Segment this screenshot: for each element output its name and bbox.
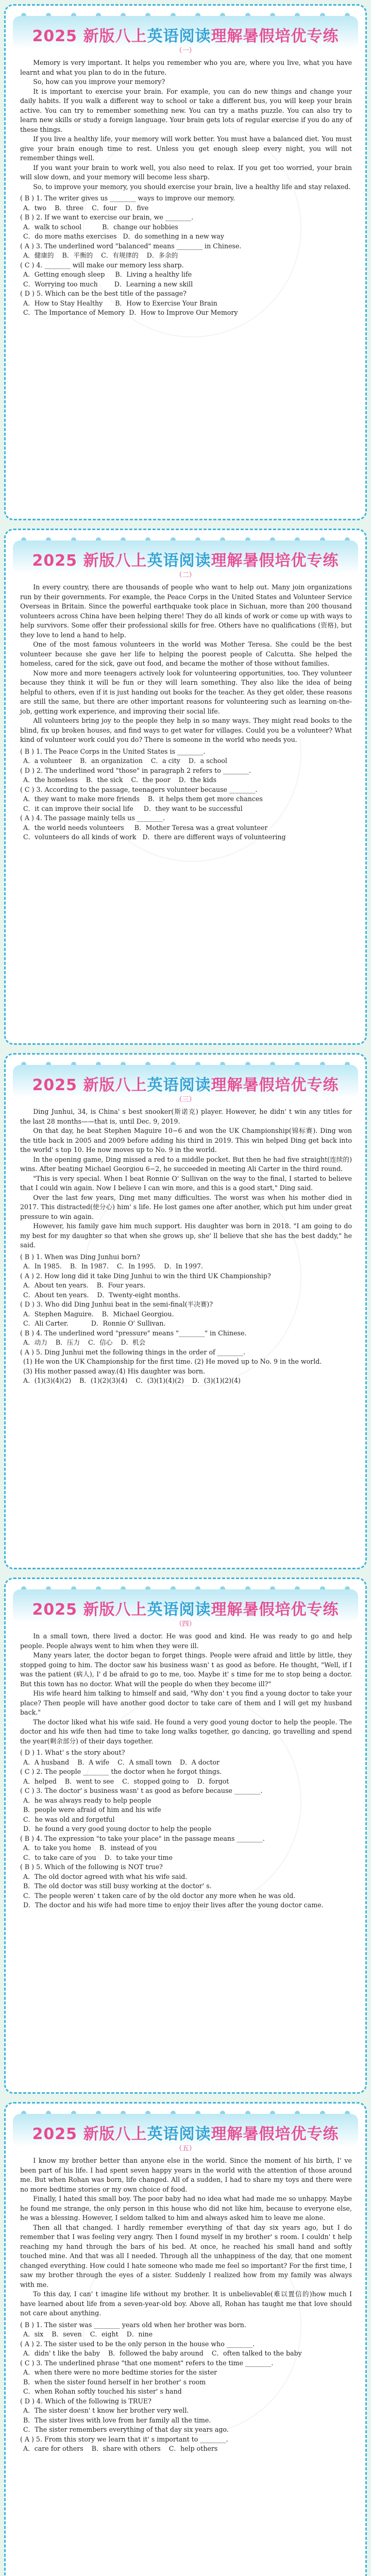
question-options: A．A husband B．A wife C．A small town D．A doctor — [23, 1758, 220, 1766]
question-options: C．to take care of you D．to take your time — [23, 1853, 173, 1861]
page-title — [6, 1072, 365, 1095]
page-frame — [4, 1053, 367, 1569]
question-options: D．he found a very good young doctor to help the people — [23, 1825, 212, 1833]
page-frame — [4, 4, 367, 520]
passage-body — [20, 2156, 352, 2576]
passage-paragraph: In a small town, there lived a doctor. He was good and kind. He was ready to go and help people. People always went to him when they were ill. — [20, 1632, 352, 1650]
question-options: C．volunteers do all kinds of work D．there are different ways of volunteering — [23, 833, 286, 841]
question-stem: ( A ) 5. From this story we learn that it' s important to ________. — [20, 2435, 228, 2443]
question-options: A．Stephen Maguire. B．Michael Georgiou. — [23, 1310, 174, 1318]
question-options: A．(1)(3)(4)(2) B．(1)(2)(3)(4) C．(3)(1)(4)(2) D．(3)(1)(2)(4) — [23, 1377, 241, 1384]
passage-paragraph: Ding Junhui, 34, is China' s best snooker(斯诺克) player. However, he didn' t win any titles for the last 28 months——that is, until Dec. 9, 2019. — [20, 1108, 352, 1125]
question-stem: ( D ) 1. What' s the story about? — [20, 1749, 125, 1756]
question-options: A．to take you home B．instead of you — [23, 1844, 157, 1852]
exercise-block — [20, 194, 352, 318]
question-options: C．The people weren' t taken care of by the old doctor any more when he was old. — [23, 1891, 296, 1900]
title-part-a: 2025 新版八上 — [32, 552, 147, 570]
question-stem: ( C ) 3. The doctor' s business wasn' t as good as before because ________. — [20, 1787, 263, 1794]
question-options: A．walk to school B．change our hobbies — [23, 223, 178, 231]
passage-paragraph: Then all that changed. I hardly remember everything of that day six years ago, but I do remember that I was feeling very angry. Then I found myself in my brother' s room. I couldn' t help reaching my hand through the bars of his bed. At once, he reached his small hand and softly touched mine. And that was all I needed. Through all the unhappiness of the day, that one moment changed everything. How could I hate someone who made me feel so important? For the first time, I saw my brother through the eyes of a sister. Suddenly I realized how from my family was always with me. — [20, 2223, 352, 2289]
question-options: A．动力 B．压力 C．信心 D．机会 — [23, 1338, 146, 1346]
exercise-block — [20, 1748, 352, 1910]
question-stem: ( C ) 4. ________ will make our memory less sharp. — [20, 261, 184, 269]
passage-paragraph: All volunteers bring joy to the people they help in so many ways. They might read books to the blind, fix up broken houses, and find ways to get water for villages. Could you be a volunteer? What kind of volunteer work could you do? There is someone in the world who needs you. — [20, 717, 352, 743]
question-options: B．The sister lives with love from her family all the time. — [23, 2416, 211, 2424]
question-options: A．the homeless B．the sick C．the poor D．the kids — [23, 776, 217, 784]
question-stem: ( C ) 3. The underlined phrase "that one moment" refers to the time ________. — [20, 2359, 274, 2367]
question-options: B．The old doctor was still busy working at the doctor' s. — [23, 1882, 212, 1890]
question-options: C．Worrying too much D．Learning a new skill — [23, 280, 193, 288]
title-part-c: 理解暑假培优专练 — [211, 1076, 339, 1094]
worksheet-page — [0, 2098, 371, 2576]
worksheet-page — [0, 1573, 371, 2098]
section-number: （三） — [175, 1096, 196, 1104]
question-options: A．In 1985. B．In 1987. C．In 1995. D．In 1997. — [23, 1262, 204, 1270]
title-part-a: 2025 新版八上 — [32, 1076, 147, 1094]
question-options: B．people were afraid of him and his wife — [23, 1806, 161, 1814]
passage-paragraph: It is important to exercise your brain. For example, you can do new things and change your daily habits. If you walk a different way to school or take a different bus, you will keep your brain active. You can try to remember something new. You can try a maths puzzle. You can also try to learn new skills or study a foreign language. Your brain gets lots of regular exercise if you do any of these things. — [20, 87, 352, 133]
question-options: B．when the sister found herself in her brother' s room — [23, 2378, 206, 2386]
question-options: A．The old doctor agreed with what his wife said. — [23, 1872, 188, 1880]
passage-body — [20, 583, 352, 1031]
question-stem: ( A ) 5. Ding Junhui met the following things in the order of ________. — [20, 1348, 246, 1356]
passage-body — [20, 1107, 352, 1555]
question-stem: ( B ) 1. The sister was ________ years old when her brother was born. — [20, 2320, 246, 2329]
question-stem: ( B ) 2. If we want to exercise our brain, we ________. — [20, 213, 194, 221]
question-options: C．do more maths exercises D．do something in a new way — [23, 232, 225, 240]
section-number: （一） — [175, 47, 196, 55]
passage-paragraph: Finally, I hated this small boy. The poor baby had no idea what had made me so unhappy. Maybe he found me strange, the only person in this house who did not like him, because to everyone else, he was a blessing. However, I seldom talked to him and always asked him to leave me alone. — [20, 2195, 352, 2222]
passage-paragraph: In the opening game, Ding missed a red to a middle pocket. But then he had five straight(连续的) wins. After beating Michael Georgiou 6−2, he succeeded in meeting Ali Carter in the third round. — [20, 1155, 352, 1173]
title-part-a: 2025 新版八上 — [32, 1601, 147, 1619]
question-options: C．when Rohan softly touched his sister' s hand — [23, 2387, 182, 2395]
passage-paragraph: Memory is very important. It helps you remember who you are, where you live, what you have learnt and what you plan to do in the future. — [20, 59, 352, 76]
passage-paragraph: On that day, he beat Stephen Maguire 10−6 and won the UK Championship(锦标赛). Ding won the title back in 2005 and 2009 before adding his third in 2019. This win helped Ding get back into the world' s top 10. He now moves up to No. 9 in the world. — [20, 1127, 352, 1154]
question-stem: ( B ) 1. The writer gives us ________ ways to improve our memory. — [20, 194, 235, 202]
page-title — [6, 2121, 365, 2144]
question-options: A．helped B．went to see C．stopped going to D．forgot — [23, 1777, 229, 1785]
title-part-b: 英语阅读 — [147, 1601, 211, 1619]
passage-paragraph: I know my brother better than anyone else in the world. Since the moment of his birth, I' ve been part of his life. I had spent seven happy years in the world with the attention of those around me. But when Rohan was born, life changed. All of a sudden, I had to share my toys and there were no more bedtime stories or my own choice of food. — [20, 2157, 352, 2193]
question-options: A．when there were no more bedtime stories for the sister — [23, 2368, 217, 2376]
title-part-b: 英语阅读 — [147, 27, 211, 45]
page-title — [6, 548, 365, 570]
title-part-c: 理解暑假培优专练 — [211, 552, 339, 570]
title-part-c: 理解暑假培优专练 — [211, 2125, 339, 2143]
passage-paragraph: Now more and more teenagers actively look for volunteering opportunities, too. They volunteer because they think it will be fun or they will learn something. They also like the idea of being helpful to others, even if it is just handing out books for the teacher. As they get older, these reasons are still the same, but there are other important reasons for volunteering such as learning on-the-job, getting work experience, and improving their social life. — [20, 669, 352, 715]
question-options: (1) He won the UK Championship for the first time. (2) He moved up to No. 9 in the world. — [23, 1358, 322, 1365]
exercise-block — [20, 2320, 352, 2454]
passage-paragraph: If you want your brain to work well, you also need to relax. If you get too worried, your brain will slow down, and your memory will become less sharp. — [20, 163, 352, 181]
title-part-b: 英语阅读 — [147, 2125, 211, 2143]
page-frame — [4, 1578, 367, 2094]
exercise-block — [20, 747, 352, 842]
exercise-block — [20, 1252, 352, 1386]
passage-paragraph: So, to improve your memory, you should exercise your brain, live a healthy life and stay relaxed. — [33, 182, 351, 191]
question-stem: ( C ) 2. The people ________ the doctor when he forgot things. — [20, 1768, 222, 1775]
page-frame — [4, 529, 367, 1045]
title-part-c: 理解暑假培优专练 — [211, 27, 339, 45]
question-stem: ( A ) 2. The sister used to be the only person in the house who ________. — [20, 2340, 255, 2348]
title-part-c: 理解暑假培优专练 — [211, 1601, 339, 1619]
page-title — [6, 23, 365, 46]
question-stem: ( D ) 2. The underlined word "those" in paragraph 2 refers to ________. — [20, 766, 251, 774]
passage-paragraph: "This is very special. When I beat Ronnie O' Sullivan on the way to the final, I started to believe that I could win again. Now I believe I can win more, and this is a good start," Ding said. — [20, 1174, 352, 1192]
page-title — [6, 1597, 365, 1619]
passage-paragraph: So, how can you improve your memory? — [33, 78, 165, 86]
question-options: C．About ten years. D．Twenty-eight months. — [23, 1291, 180, 1299]
section-number: （五） — [175, 2145, 196, 2153]
question-options: D．The doctor and his wife had more time to enjoy their lives after the young doctor came. — [23, 1901, 324, 1909]
question-options: C．he was old and forgetful — [23, 1815, 115, 1823]
worksheet-page — [0, 0, 371, 524]
question-stem: ( B ) 1. The Peace Corps in the United States is ________. — [20, 747, 206, 755]
question-stem: ( B ) 1. When was Ding Junhui born? — [20, 1252, 140, 1261]
question-options: A．a volunteer B．an organization C．a city D．a school — [23, 757, 227, 765]
question-options: C．The Importance of Memory D．How to Improve Our Memory — [23, 309, 238, 316]
question-stem: ( C ) 3. According to the passage, teenagers volunteer because ________. — [20, 785, 258, 793]
question-options: A．he was always ready to help people — [23, 1796, 151, 1804]
section-number: （四） — [175, 1620, 196, 1628]
question-stem: ( A ) 4. The passage mainly tells us ________. — [20, 814, 165, 822]
question-stem: ( B ) 4. The expression "to take your place" in the passage means ________. — [20, 1834, 265, 1842]
question-options: C．Ali Carter. D．Ronnie O' Sullivan. — [23, 1319, 166, 1327]
worksheet-page — [0, 1049, 371, 1573]
passage-paragraph: One of the most famous volunteers in the world was Mother Teresa. She could be the best volunteer because she gave her life to helping the poorest people of Calcutta. She helped the homeless, cared for the sick, gave out food, and became the mother of those without families. — [20, 640, 352, 667]
question-options: C．The sister remembers everything of that day six years ago. — [23, 2426, 229, 2433]
passage-paragraph: Over the last few years, Ding met many difficulties. The worst was when his mother died in 2017. This distracted(使分心) him' s life. He lost games one after another, which put him under great pressure to win again. — [20, 1193, 352, 1221]
question-stem: ( B ) 5. Which of the following is NOT true? — [20, 1863, 163, 1871]
question-stem: ( D ) 4. Which of the following is TRUE? — [20, 2397, 151, 2405]
page-frame — [4, 2102, 367, 2576]
passage-paragraph: However, his family gave him much support. His daughter was born in 2018. "I am going to do my best for my daughter so that when she grows up, she' ll believe that she has the best daddy," he said. — [20, 1222, 352, 1249]
passage-paragraph: Many years later, the doctor began to forget things. People were afraid and little by little, they stopped going to him. The doctor saw his business wasn' t as good as before. He thought, "Well, if I was the patient (病人), I' d be afraid to go to me, too. Maybe it' s time for me to stop being a doctor. But this town has no doctor. What will the people do when they become ill?" — [20, 1651, 352, 1688]
question-options: A．six B．seven C．eight D．nine — [23, 2330, 153, 2338]
passage-paragraph: If you live a healthy life, your memory will work better. You must have a balanced diet. You must give your brain enough time to rest. Unless you get enough sleep every night, you will not remember things well. — [20, 135, 352, 162]
question-stem: ( D ) 5. Which can be the best title of the passage? — [20, 290, 187, 297]
passage-paragraph: The doctor liked what his wife said. He found a very good young doctor to help the people. The doctor and his wife then had time to take long walks together, go dancing, go travelling and spend the year(剩余部分) of their days together. — [20, 1718, 352, 1745]
question-stem: ( D ) 3. Who did Ding Junhui beat in the semi-final(半决赛)? — [20, 1300, 213, 1308]
question-options: A．didn' t like the baby B．followed the baby around C．often talked to the baby — [23, 2349, 302, 2357]
worksheet-page — [0, 524, 371, 1049]
question-options: A．they want to make more friends B．it helps them get more chances — [23, 795, 263, 803]
question-options: A．two B．three C．four D．five — [23, 204, 149, 212]
question-stem: ( A ) 2. How long did it take Ding Junhui to win the third UK Championship? — [20, 1272, 271, 1280]
question-stem: ( A ) 3. The underlined word "balanced" means ________ in Chinese. — [20, 242, 242, 250]
title-part-b: 英语阅读 — [147, 1076, 211, 1094]
title-part-b: 英语阅读 — [147, 552, 211, 570]
title-part-a: 2025 新版八上 — [32, 2125, 147, 2143]
question-options: C．it can improve their social life D．they want to be successful — [23, 804, 243, 812]
question-options: A．the world needs volunteers B．Mother Teresa was a great volunteer — [23, 823, 268, 832]
question-options: A．Getting enough sleep B．Living a healthy life — [23, 270, 192, 278]
passage-body — [20, 58, 352, 506]
passage-paragraph: In every country, there are thousands of people who want to help out. Many join organizations run by their governments. For example, the Peace Corps in the United States and Volunteer Service Overseas in Britain. Since the powerful earthquake took place in Sichuan, more than 200 thousand volunteers across China have been helping there! They do all kinds of work or come up with ways to help survivors. Some offer their professional skills for free. Others have no qualifications (资格), but they love to lend a hand to help. — [20, 583, 352, 639]
question-options: (3) His mother passed away.(4) His daughter was born. — [23, 1367, 205, 1375]
question-options: A．The sister doesn' t know her brother very well. — [23, 2406, 189, 2414]
question-options: A．健康的 B．平衡的 C．有规律的 D．多余的 — [23, 251, 178, 259]
question-options: A．How to Stay Healthy B．How to Exercise Your Brain — [23, 299, 217, 307]
passage-body — [20, 1632, 352, 2080]
title-part-a: 2025 新版八上 — [32, 27, 147, 45]
question-options: A．care for others B．share with others C．help others — [23, 2445, 218, 2452]
passage-paragraph: To this day, I can' t imagine life without my brother. It is unbelievable(难以置信的)how much I have learned about life from a seven-year-old boy. Above all, Rohan has taught me that love should not care about anything. — [20, 2290, 352, 2317]
question-options: A．About ten years. B．Four years. — [23, 1281, 145, 1289]
question-stem: ( B ) 4. The underlined word "pressure" means "________" in Chinese. — [20, 1329, 247, 1337]
passage-paragraph: His wife heard him talking to himself and said, "Why don' t you find a young doctor to take your place? Then people will have another good doctor to take care of them and I will get my husband back." — [20, 1689, 352, 1716]
section-number: （二） — [175, 571, 196, 579]
